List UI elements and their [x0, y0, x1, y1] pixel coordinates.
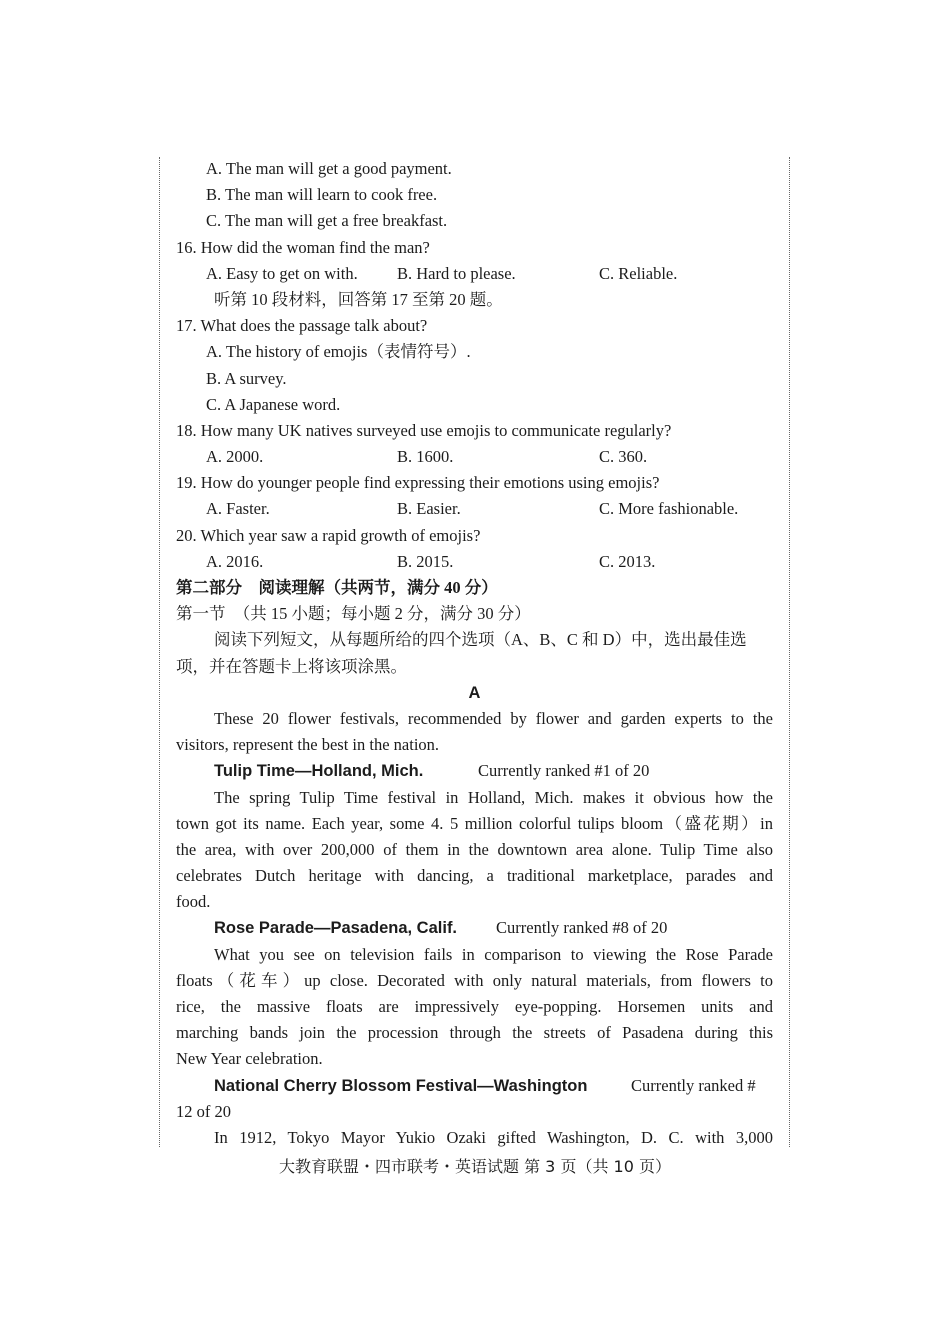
tulip-text-line3: the area, with over 200,000 of them in the downtown area alone. Tulip Time also	[176, 839, 773, 859]
q19-option-b: B. Easier.	[397, 499, 461, 519]
page-content	[176, 156, 773, 1151]
tulip-heading	[176, 758, 773, 784]
right-margin-line	[789, 157, 790, 1147]
q17-option-c: C. A Japanese word.	[206, 394, 341, 414]
rose-rank: Currently ranked #8 of 20	[496, 918, 668, 938]
left-margin-line	[159, 157, 160, 1147]
cherry-rank-cont: 12 of 20	[176, 1101, 231, 1121]
q16-option-c: C. Reliable.	[599, 263, 678, 283]
q17-option-a: A. The history of emojis（表情符号）.	[206, 342, 471, 362]
q20-options	[176, 549, 773, 575]
cherry-text-line1: In 1912, Tokyo Mayor Yukio Ozaki gifted Washington, D. C. with 3,000	[214, 1127, 773, 1147]
tulip-rank: Currently ranked #1 of 20	[478, 761, 650, 781]
q18-option-b: B. 1600.	[397, 447, 454, 467]
q18-option-c: C. 360.	[599, 447, 648, 467]
passage-intro-line1: These 20 flower festivals, recommended by flower and garden experts to the	[214, 708, 773, 728]
tulip-text-line5: food.	[176, 892, 211, 912]
q20-option-a: A. 2016.	[206, 551, 264, 571]
rose-heading	[176, 915, 773, 941]
q15-option-c: C. The man will get a free breakfast.	[206, 211, 448, 231]
cherry-heading	[176, 1073, 773, 1099]
tulip-text-line2: town got its name. Each year, some 4. 5 million colorful tulips bloom（盛花期）in	[176, 813, 773, 833]
tulip-title: Tulip Time—Holland, Mich.	[214, 762, 424, 781]
q18-option-a: A. 2000.	[206, 447, 264, 467]
q15-option-a: A. The man will get a good payment.	[206, 159, 452, 178]
rose-text-line2: floats（花车）up close. Decorated with only natural materials, from flowers to	[176, 970, 773, 990]
rose-text-line3: rice, the massive floats are impressively eye-popping. Horsemen units and	[176, 997, 773, 1016]
passage-intro-line2: visitors, represent the best in the nation.	[176, 735, 440, 755]
rose-title: Rose Parade—Pasadena, Calif.	[214, 919, 458, 938]
rose-text-line4: marching bands join the procession through the streets of Pasadena during this	[176, 1023, 773, 1043]
q16-option-b: B. Hard to please.	[397, 263, 516, 283]
rose-text-line5: New Year celebration.	[176, 1049, 323, 1069]
passage-label: A	[468, 683, 481, 702]
q16-option-a: A. Easy to get on with.	[206, 263, 358, 283]
part2-title: 第二部分 阅读理解（共两节，满分 40 分）	[176, 578, 498, 597]
tulip-text-line1: The spring Tulip Time festival in Holland, Mich. makes it obvious how the	[214, 787, 773, 807]
q16-options	[176, 261, 773, 287]
q15-option-b: B. The man will learn to cook free.	[206, 185, 438, 205]
reading-instruction-line1: 阅读下列短文，从每题所给的四个选项（A、B、C 和 D）中，选出最佳选	[214, 630, 747, 650]
q19-stem: 19. How do younger people find expressing their emotions using emojis?	[176, 473, 660, 493]
q16-stem: 16. How did the woman find the man?	[176, 237, 430, 257]
listening-instruction: 听第 10 段材料，回答第 17 至第 20 题。	[214, 289, 503, 309]
page-footer: 大教育联盟・四市联考・英语试题 第 3 页（共 10 页）	[279, 1157, 671, 1176]
q18-options	[176, 444, 773, 470]
q17-stem: 17. What does the passage talk about?	[176, 316, 428, 336]
tulip-text-line4: celebrates Dutch heritage with dancing, a traditional marketplace, parades and	[176, 866, 773, 886]
q18-stem: 18. How many UK natives surveyed use emojis to communicate regularly?	[176, 420, 672, 440]
q19-option-a: A. Faster.	[206, 499, 270, 519]
q19-option-c: C. More fashionable.	[599, 499, 739, 519]
q20-option-b: B. 2015.	[397, 551, 454, 571]
cherry-title: National Cherry Blossom Festival—Washington	[214, 1076, 588, 1095]
section1-heading: 第一节 （共 15 小题；每小题 2 分，满分 30 分）	[176, 604, 531, 624]
q17-option-b: B. A survey.	[206, 368, 287, 388]
q20-stem: 20. Which year saw a rapid growth of emojis?	[176, 525, 481, 545]
reading-instruction-line2: 项，并在答题卡上将该项涂黑。	[176, 656, 407, 676]
rose-text-line1: What you see on television fails in comparison to viewing the Rose Parade	[214, 944, 773, 964]
q19-options	[176, 496, 773, 522]
q20-option-c: C. 2013.	[599, 551, 656, 571]
cherry-rank: Currently ranked #	[631, 1075, 756, 1095]
